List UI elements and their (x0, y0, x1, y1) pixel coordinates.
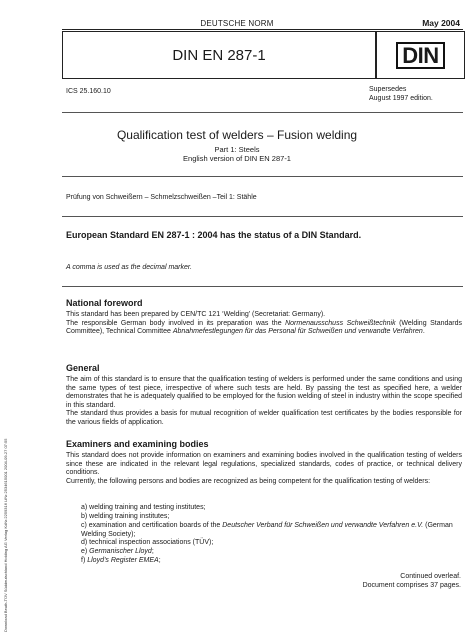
status-line: European Standard EN 287-1 : 2004 has the status of a DIN Standard. (66, 230, 362, 240)
din-logo-box (376, 31, 465, 79)
national-foreword-text (66, 311, 462, 337)
supersedes-note (369, 86, 433, 103)
text-run-italic: Germanischer Lloyd (89, 548, 152, 555)
text-run: e) (81, 548, 90, 555)
supersedes-line-1: Supersedes (369, 86, 407, 93)
page-count: Document comprises 37 pages. (362, 581, 461, 589)
list-item (81, 522, 462, 539)
header-norm-label: DEUTSCHE NORM (200, 19, 274, 28)
general-para-2: The standard thus provides a basis for mutual recognition of welder qualification test certificates by the bodies responsible for the various fields of application. (66, 410, 462, 426)
list-item: b) welding training institutes; (81, 513, 170, 520)
header-rule (62, 29, 463, 30)
download-watermark: Download Beuth-TÜV Süddeutschland Holding AG Verlag KdNr.2259316 LfNr.2534615001 2004-09-27 07:55 (3, 438, 8, 632)
german-title: Prüfung von Schweißern – Schmelzschweißen –Teil 1: Stähle (66, 194, 257, 201)
text-run-italic: Abnahmefestlegungen für das Personal für Schweißen und verwandte Verfahren (172, 328, 423, 336)
text-run-italic: Lloyd’s Register EMEA (87, 557, 159, 564)
document-number-box (62, 31, 376, 79)
divider (62, 216, 463, 217)
divider (62, 286, 463, 287)
text-run: ; (158, 557, 161, 564)
document-number: DIN EN 287-1 (172, 46, 266, 64)
list-item: a) welding training and testing institutes; (81, 504, 206, 511)
examiners-heading: Examiners and examining bodies (66, 439, 209, 449)
text-run-italic: Deutscher Verband für Schweißen und verwandte Verfahren e.V. (222, 522, 424, 529)
divider (62, 176, 463, 177)
general-para-1: The aim of this standard is to ensure that the qualification testing of welders is performed under the same conditions and using the same types of test piece, irrespective of where such tests are held. By passing the test as specified here, a welder demonstrates that he is adequately qualified to be employed for the fusion welding of steel in industry within the scope specified in this standard. (66, 376, 462, 409)
continued-overleaf: Continued overleaf. (400, 573, 461, 580)
text-run: ; (151, 548, 154, 555)
divider (62, 112, 463, 113)
continuation-note (363, 573, 461, 590)
examiners-para-2: Currently, the following persons and bodies are recognized as being competent for the qualification testing of welders: (66, 477, 431, 485)
text-run: The responsible German body involved in its preparation was the (66, 319, 286, 327)
din-logo: DIN (396, 42, 444, 69)
general-heading: General (66, 363, 100, 373)
decimal-marker-note: A comma is used as the decimal marker. (66, 264, 192, 271)
national-foreword-para-2 (66, 320, 462, 337)
national-foreword-para-1: This standard has been prepared by CEN/TC 121 ‘Welding’ (Secretariat: Germany). (66, 311, 326, 318)
subtitle-part: Part 1: Steels (214, 145, 260, 154)
text-run: f) (81, 557, 88, 564)
list-item (81, 548, 462, 557)
subtitle-version: English version of DIN EN 287-1 (183, 154, 291, 163)
examiners-para-1: This standard does not provide information on examiners and examining bodies involved in the qualification testing of welders since these are indicated in the relevant legal regulations, specialized standards, codes of practice, or technical delivery conditions. (66, 452, 462, 477)
main-title: Qualification test of welders – Fusion welding (116, 128, 358, 142)
text-run: c) examination and certification boards of the (81, 522, 223, 529)
general-text (66, 376, 462, 428)
text-run: (German Welding Society); (81, 522, 453, 538)
text-run: (Welding Standards Committee), Technical Committee (66, 319, 463, 336)
ics-code: ICS 25.160.10 (66, 88, 111, 95)
list-item (81, 557, 462, 566)
header-date: May 2004 (422, 18, 460, 28)
text-run: . (422, 328, 425, 336)
text-run-italic: Normenausschuss Schweißtechnik (285, 319, 396, 327)
supersedes-line-2: August 1997 edition. (369, 94, 433, 102)
list-item: d) technical inspection associations (TÜV); (81, 539, 214, 546)
examiners-text (66, 452, 462, 486)
national-foreword-heading: National foreword (66, 298, 143, 308)
